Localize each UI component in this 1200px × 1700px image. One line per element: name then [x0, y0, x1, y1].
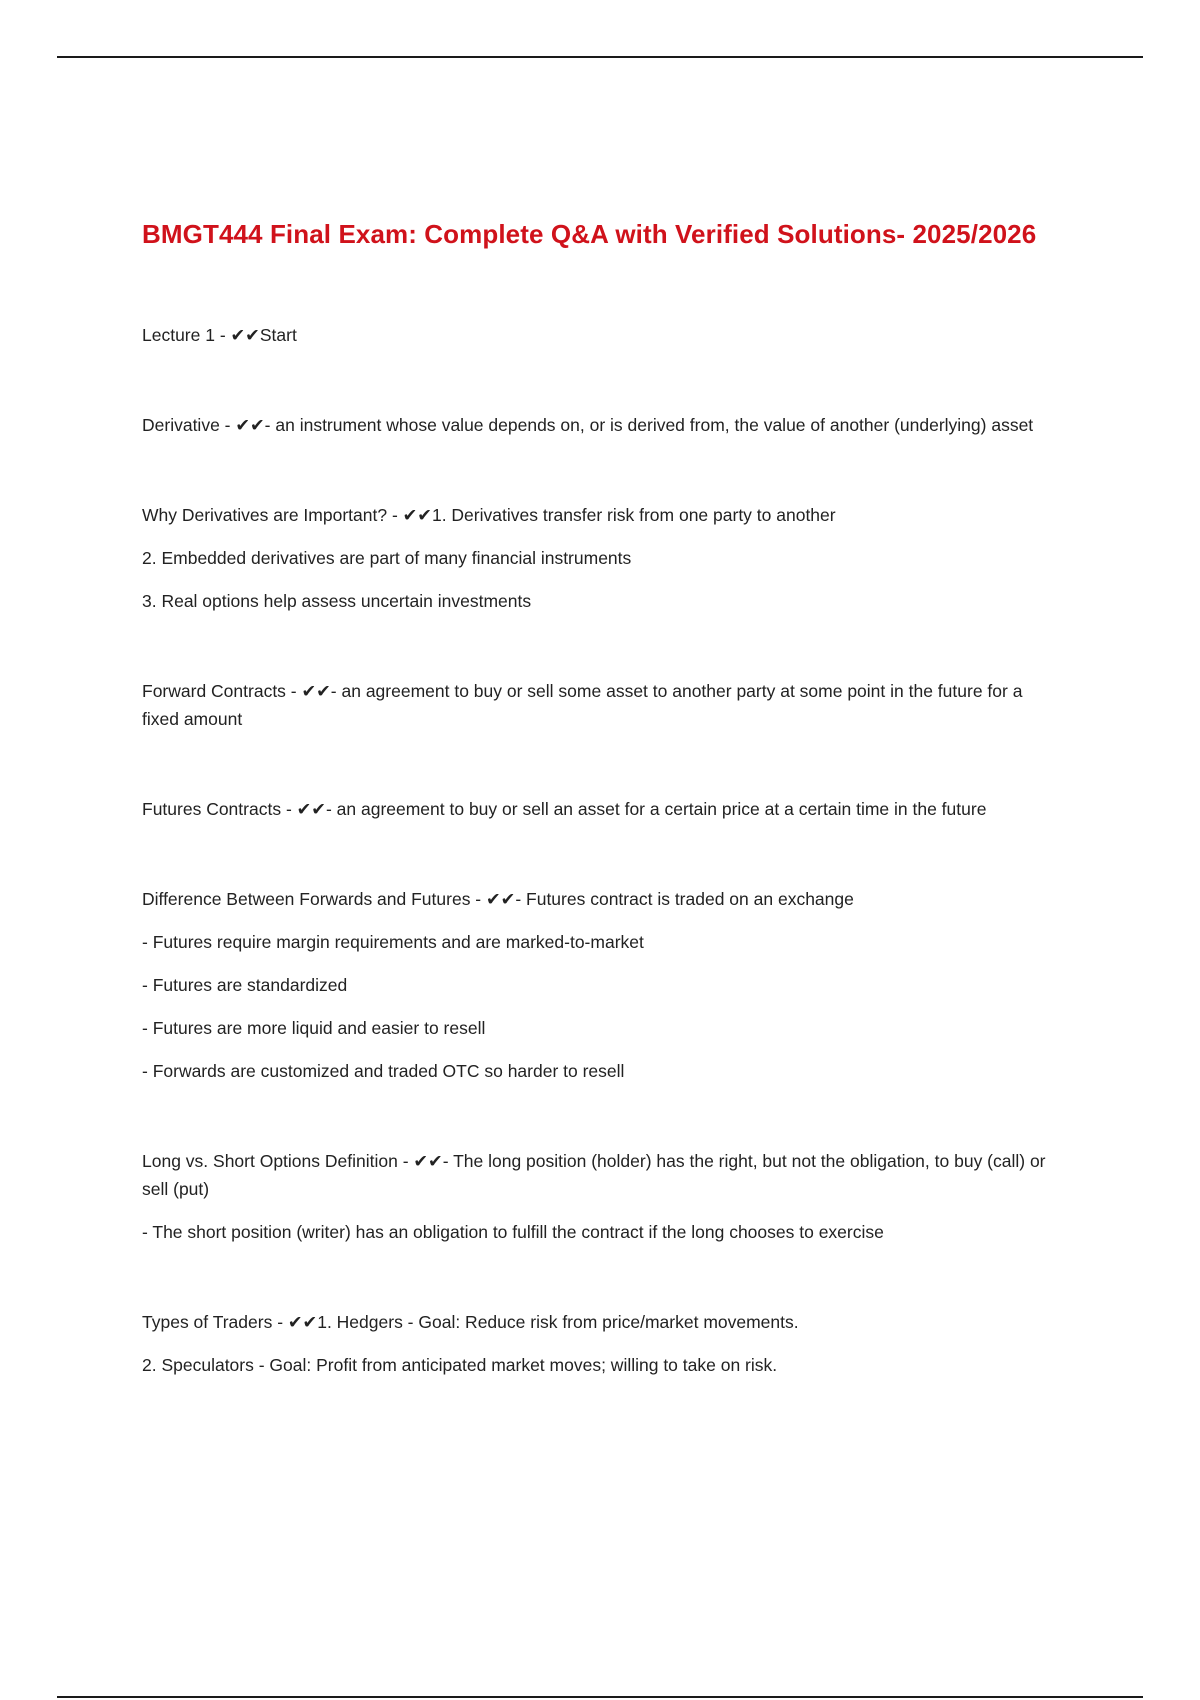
qa-line: Derivative - ✔✔- an instrument whose value depends on, or is derived from, the value of another (underlying) asset — [142, 415, 1034, 435]
qa-line: - Futures require margin requirements and are marked-to-market — [142, 932, 644, 952]
qa-line: 2. Embedded derivatives are part of many financial instruments — [142, 548, 632, 568]
qa-entry-derivative — [142, 411, 1062, 439]
qa-line: - Futures are standardized — [142, 975, 348, 995]
qa-line: Futures Contracts - ✔✔- an agreement to buy or sell an asset for a certain price at a certain time in the future — [142, 799, 987, 819]
qa-entry-long-vs-short — [142, 1147, 1062, 1246]
qa-line: Difference Between Forwards and Futures - ✔✔- Futures contract is traded on an exchange — [142, 889, 854, 909]
qa-list — [142, 321, 1062, 1379]
qa-entry-futures-contracts — [142, 795, 1062, 823]
qa-line: - Futures are more liquid and easier to resell — [142, 1018, 486, 1038]
top-rule — [57, 56, 1143, 58]
bottom-rule — [57, 1696, 1143, 1698]
document-body — [142, 215, 1062, 1441]
qa-line: - The short position (writer) has an obligation to fulfill the contract if the long chooses to exercise — [142, 1222, 884, 1242]
qa-line: Types of Traders - ✔✔1. Hedgers - Goal: Reduce risk from price/market movements. — [142, 1312, 799, 1332]
qa-line: Forward Contracts - ✔✔- an agreement to buy or sell some asset to another party at some point in the future for a fixed amount — [142, 681, 1023, 729]
qa-line: Long vs. Short Options Definition - ✔✔- The long position (holder) has the right, but not the obligation, to buy (call) or sell (put) — [142, 1151, 1046, 1199]
qa-line: Lecture 1 - ✔✔Start — [142, 325, 297, 345]
qa-line: - Forwards are customized and traded OTC so harder to resell — [142, 1061, 625, 1081]
qa-entry-lecture-1 — [142, 321, 1062, 349]
qa-entry-why-derivatives — [142, 501, 1062, 615]
qa-line: 3. Real options help assess uncertain investments — [142, 591, 532, 611]
qa-entry-forwards-vs-futures — [142, 885, 1062, 1085]
qa-entry-forward-contracts — [142, 677, 1062, 733]
qa-entry-types-of-traders — [142, 1308, 1062, 1379]
qa-line: 2. Speculators - Goal: Profit from anticipated market moves; willing to take on risk. — [142, 1355, 778, 1375]
qa-line: Why Derivatives are Important? - ✔✔1. Derivatives transfer risk from one party to another — [142, 505, 836, 525]
document-title: BMGT444 Final Exam: Complete Q&A with Verified Solutions- 2025/2026 — [142, 219, 1037, 249]
